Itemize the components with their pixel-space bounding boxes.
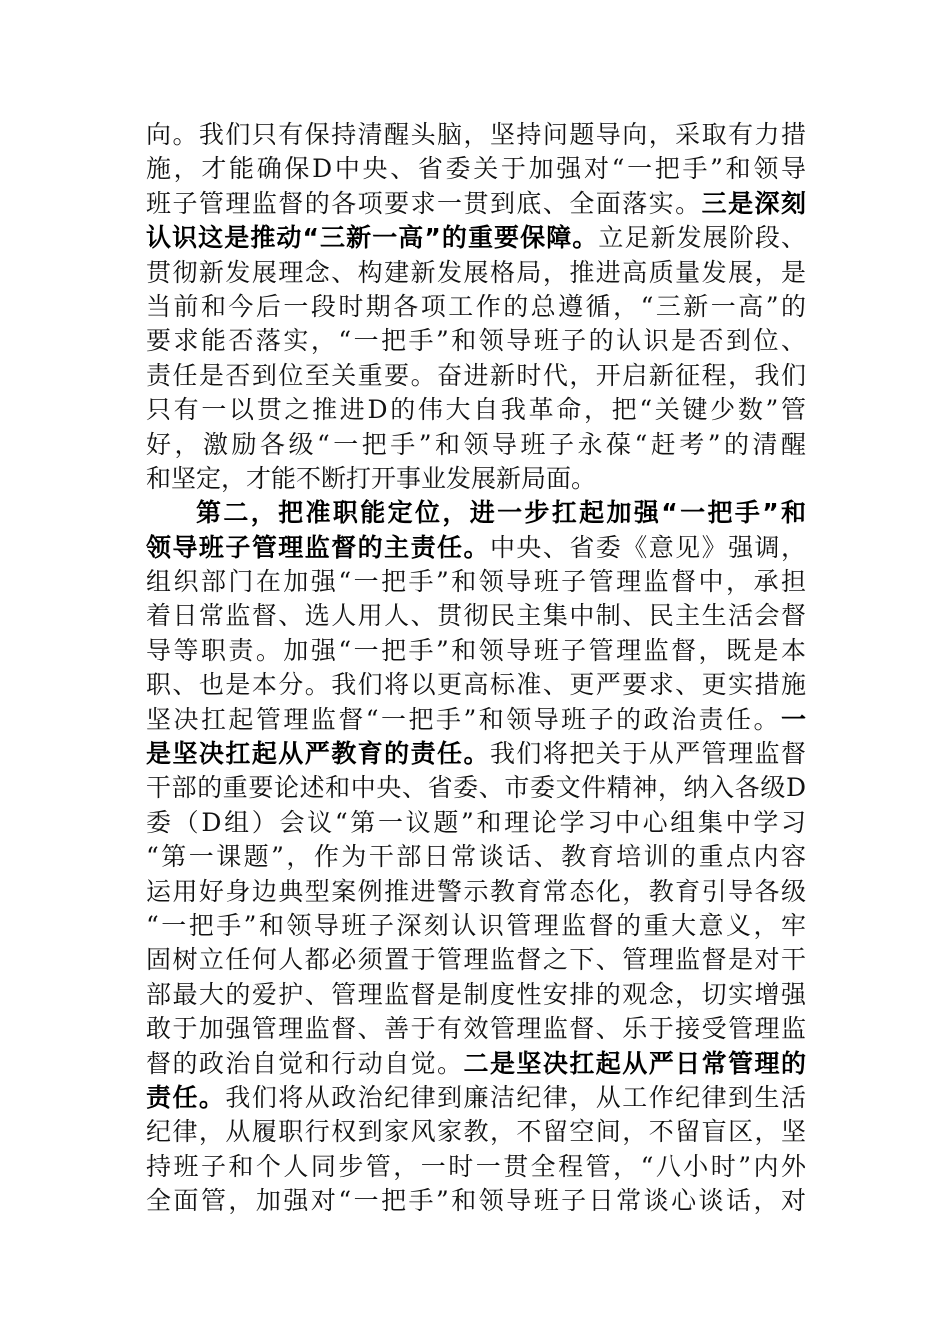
text-run: 职、也是本分。我们将以更高标准、更严要求、更实措施 [146, 670, 806, 700]
bold-text-run: 第二，把准职能定位，进一步扛起加强“一把手”和 [196, 498, 806, 528]
text-line [146, 875, 806, 909]
text-run: 督的政治自觉和行动自觉。 [146, 1048, 464, 1078]
text-run: 纪律，从履职行权到家风家教，不留空间，不留盲区，坚 [146, 1117, 806, 1147]
text-line [146, 1115, 806, 1149]
text-line [146, 531, 806, 565]
text-run: 施，才能确保D中央、省委关于加强对“一把手”和领导 [146, 154, 806, 184]
text-run: 班子管理监督的各项要求一贯到底、全面落实。 [146, 188, 702, 218]
text-line [146, 256, 806, 290]
text-line [146, 840, 806, 874]
text-run: 部最大的爱护、管理监督是制度性安排的观念，切实增强 [146, 979, 806, 1009]
text-line [146, 1150, 806, 1184]
text-line [146, 806, 806, 840]
text-line [146, 152, 806, 186]
text-run: 立足新发展阶段、 [598, 223, 806, 253]
text-run: 好，激励各级“一把手”和领导班子永葆“赶考”的清醒 [146, 429, 806, 459]
text-run: 当前和今后一段时期各项工作的总遵循，“三新一高”的 [146, 291, 806, 321]
text-line [146, 565, 806, 599]
text-run: 我们将从政治纪律到廉洁纪律，从工作纪律到生活 [225, 1082, 806, 1112]
text-line [146, 599, 806, 633]
text-line [146, 943, 806, 977]
text-line [146, 1081, 806, 1115]
text-run: 干部的重要论述和中央、省委、市委文件精神，纳入各级D [146, 773, 806, 803]
text-run: “第一课题”，作为干部日常谈话、教育培训的重点内容 [146, 842, 806, 872]
bold-text-run: 一 [780, 704, 806, 734]
text-run: 坚决扛起管理监督“一把手”和领导班子的政治责任。 [146, 704, 781, 734]
text-run: 敢于加强管理监督、善于有效管理监督、乐于接受管理监 [146, 1014, 806, 1044]
text-run: “一把手”和领导班子深刻认识管理监督的重大意义，牢 [146, 910, 806, 940]
text-run: 导等职责。加强“一把手”和领导班子管理监督，既是本 [146, 635, 806, 665]
bold-text-run: 三是深刻 [701, 188, 806, 218]
document-body [146, 118, 806, 1219]
text-run: 运用好身边典型案例推进警示教育常态化，教育引导各级 [146, 876, 806, 906]
text-run: 只有一以贯之推进D的伟大自我革命，把“关键少数”管 [146, 395, 806, 425]
text-line [146, 324, 806, 358]
text-line [146, 703, 806, 737]
text-line [146, 393, 806, 427]
text-line [146, 737, 806, 771]
text-run: 责任是否到位至关重要。奋进新时代，开启新征程，我们 [146, 360, 806, 390]
text-run: 和坚定，才能不断打开事业发展新局面。 [146, 463, 597, 493]
bold-text-run: 是坚决扛起从严教育的责任。 [146, 739, 490, 769]
text-line [146, 428, 806, 462]
text-run: 组织部门在加强“一把手”和领导班子管理监督中，承担 [146, 567, 806, 597]
text-line [146, 634, 806, 668]
text-line [146, 118, 806, 152]
text-run: 固树立任何人都必须置于管理监督之下、管理监督是对干 [146, 945, 806, 975]
bold-text-run: 领导班子管理监督的主责任。 [146, 532, 490, 562]
text-line [146, 1012, 806, 1046]
text-line [146, 221, 806, 255]
text-run: 着日常监督、选人用人、贯彻民主集中制、民主生活会督 [146, 601, 806, 631]
text-line [146, 359, 806, 393]
text-run: 中央、省委《意见》强调， [489, 532, 806, 562]
text-line [146, 290, 806, 324]
text-line [146, 978, 806, 1012]
text-line [146, 462, 806, 496]
text-run: 全面管，加强对“一把手”和领导班子日常谈心谈话，对 [146, 1186, 806, 1216]
bold-text-run: 责任。 [146, 1082, 226, 1112]
text-line [146, 668, 806, 702]
bold-text-run: 二是坚决扛起从严日常管理的 [463, 1048, 806, 1078]
text-run: 向。我们只有保持清醒头脑，坚持问题导向，采取有力措 [146, 120, 806, 149]
text-line [146, 1184, 806, 1218]
text-run: 我们将把关于从严管理监督 [489, 739, 806, 769]
text-line [146, 187, 806, 221]
text-line [146, 909, 806, 943]
bold-text-run: 认识这是推动“三新一高”的重要保障。 [146, 223, 599, 253]
text-line [146, 771, 806, 805]
text-run: 贯彻新发展理念、构建新发展格局，推进高质量发展，是 [146, 257, 806, 287]
text-run: 委（D组）会议“第一议题”和理论学习中心组集中学习 [146, 807, 806, 837]
text-run: 持班子和个人同步管，一时一贯全程管，“八小时”内外 [146, 1151, 806, 1181]
text-line [146, 496, 806, 530]
text-run: 要求能否落实，“一把手”和领导班子的认识是否到位、 [146, 326, 806, 356]
text-line [146, 1047, 806, 1081]
